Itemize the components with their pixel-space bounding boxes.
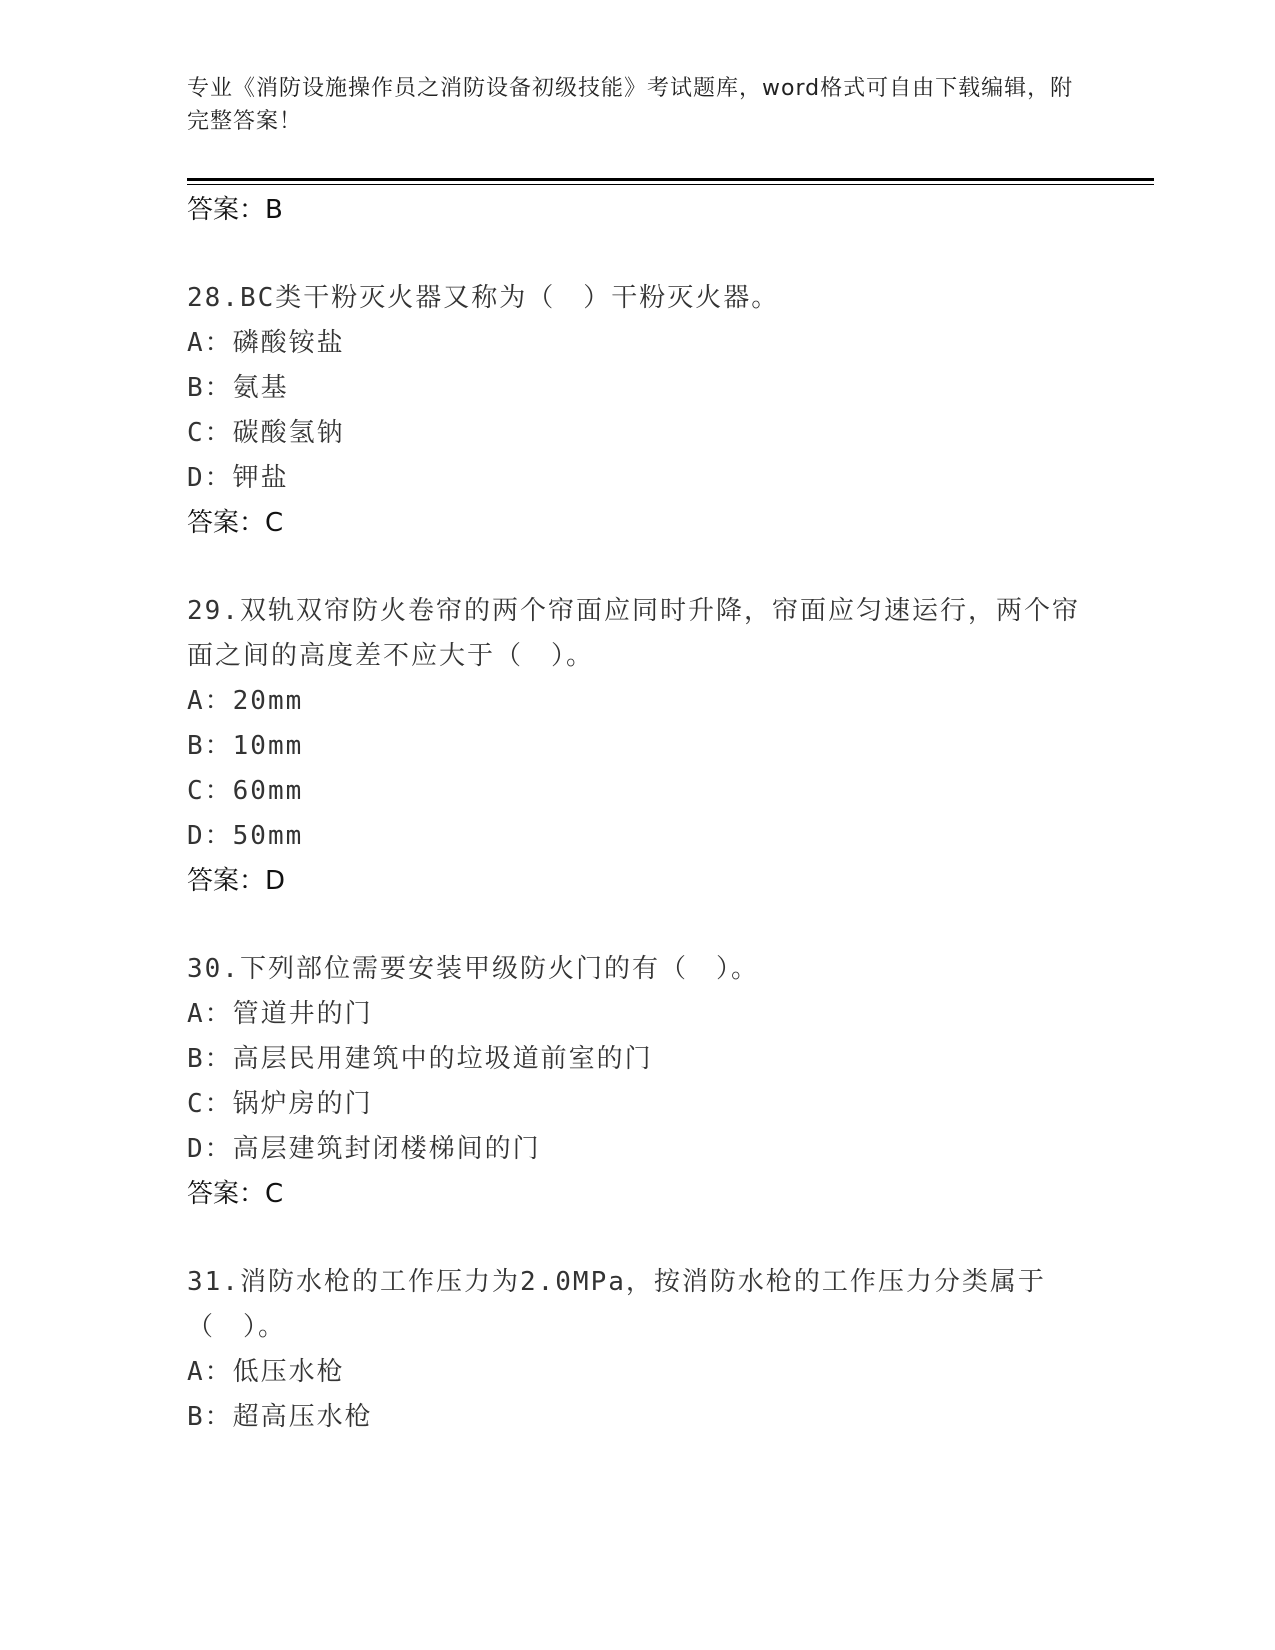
answer-line: 答案：C bbox=[187, 508, 284, 538]
question-stem: 28.BC类干粉灭火器又称为（ ）干粉灭火器。 bbox=[187, 283, 780, 313]
option-c: C：锅炉房的门 bbox=[187, 1089, 373, 1119]
option-b: B：超高压水枪 bbox=[187, 1402, 373, 1432]
question-stem: 30.下列部位需要安装甲级防火门的有（ ）。 bbox=[187, 954, 759, 984]
answer-line: 答案：C bbox=[187, 1179, 284, 1209]
answer-line: 答案：B bbox=[187, 195, 283, 225]
question-28 bbox=[187, 276, 1087, 545]
question-stem: 31.消防水枪的工作压力为2.0MPa，按消防水枪的工作压力分类属于（ ）。 bbox=[187, 1267, 1046, 1342]
question-31 bbox=[187, 1260, 1087, 1440]
question-stem: 29.双轨双帘防火卷帘的两个帘面应同时升降，帘面应匀速运行，两个帘面之间的高度差不应大于（ ）。 bbox=[187, 596, 1080, 671]
option-b: B：10mm bbox=[187, 731, 304, 761]
header-rule-thick bbox=[187, 178, 1154, 181]
option-c: C：60mm bbox=[187, 776, 304, 806]
option-b: B：氨基 bbox=[187, 373, 289, 403]
document-header: 专业《消防设施操作员之消防设备初级技能》考试题库，word格式可自由下载编辑，附完整答案！ bbox=[187, 76, 1074, 134]
option-d: D：50mm bbox=[187, 821, 304, 851]
option-d: D：钾盐 bbox=[187, 463, 289, 493]
option-a: A：磷酸铵盐 bbox=[187, 328, 345, 358]
answer-line: 答案：D bbox=[187, 866, 286, 896]
option-a: A：低压水枪 bbox=[187, 1357, 345, 1387]
question-list bbox=[187, 188, 1087, 1440]
option-c: C：碳酸氢钠 bbox=[187, 418, 345, 448]
option-b: B：高层民用建筑中的垃圾道前室的门 bbox=[187, 1044, 653, 1074]
header-rule-thin bbox=[187, 184, 1154, 185]
question-30 bbox=[187, 947, 1087, 1216]
question-29 bbox=[187, 589, 1087, 903]
option-a: A：20mm bbox=[187, 686, 304, 716]
option-a: A：管道井的门 bbox=[187, 999, 373, 1029]
option-d: D：高层建筑封闭楼梯间的门 bbox=[187, 1134, 541, 1164]
